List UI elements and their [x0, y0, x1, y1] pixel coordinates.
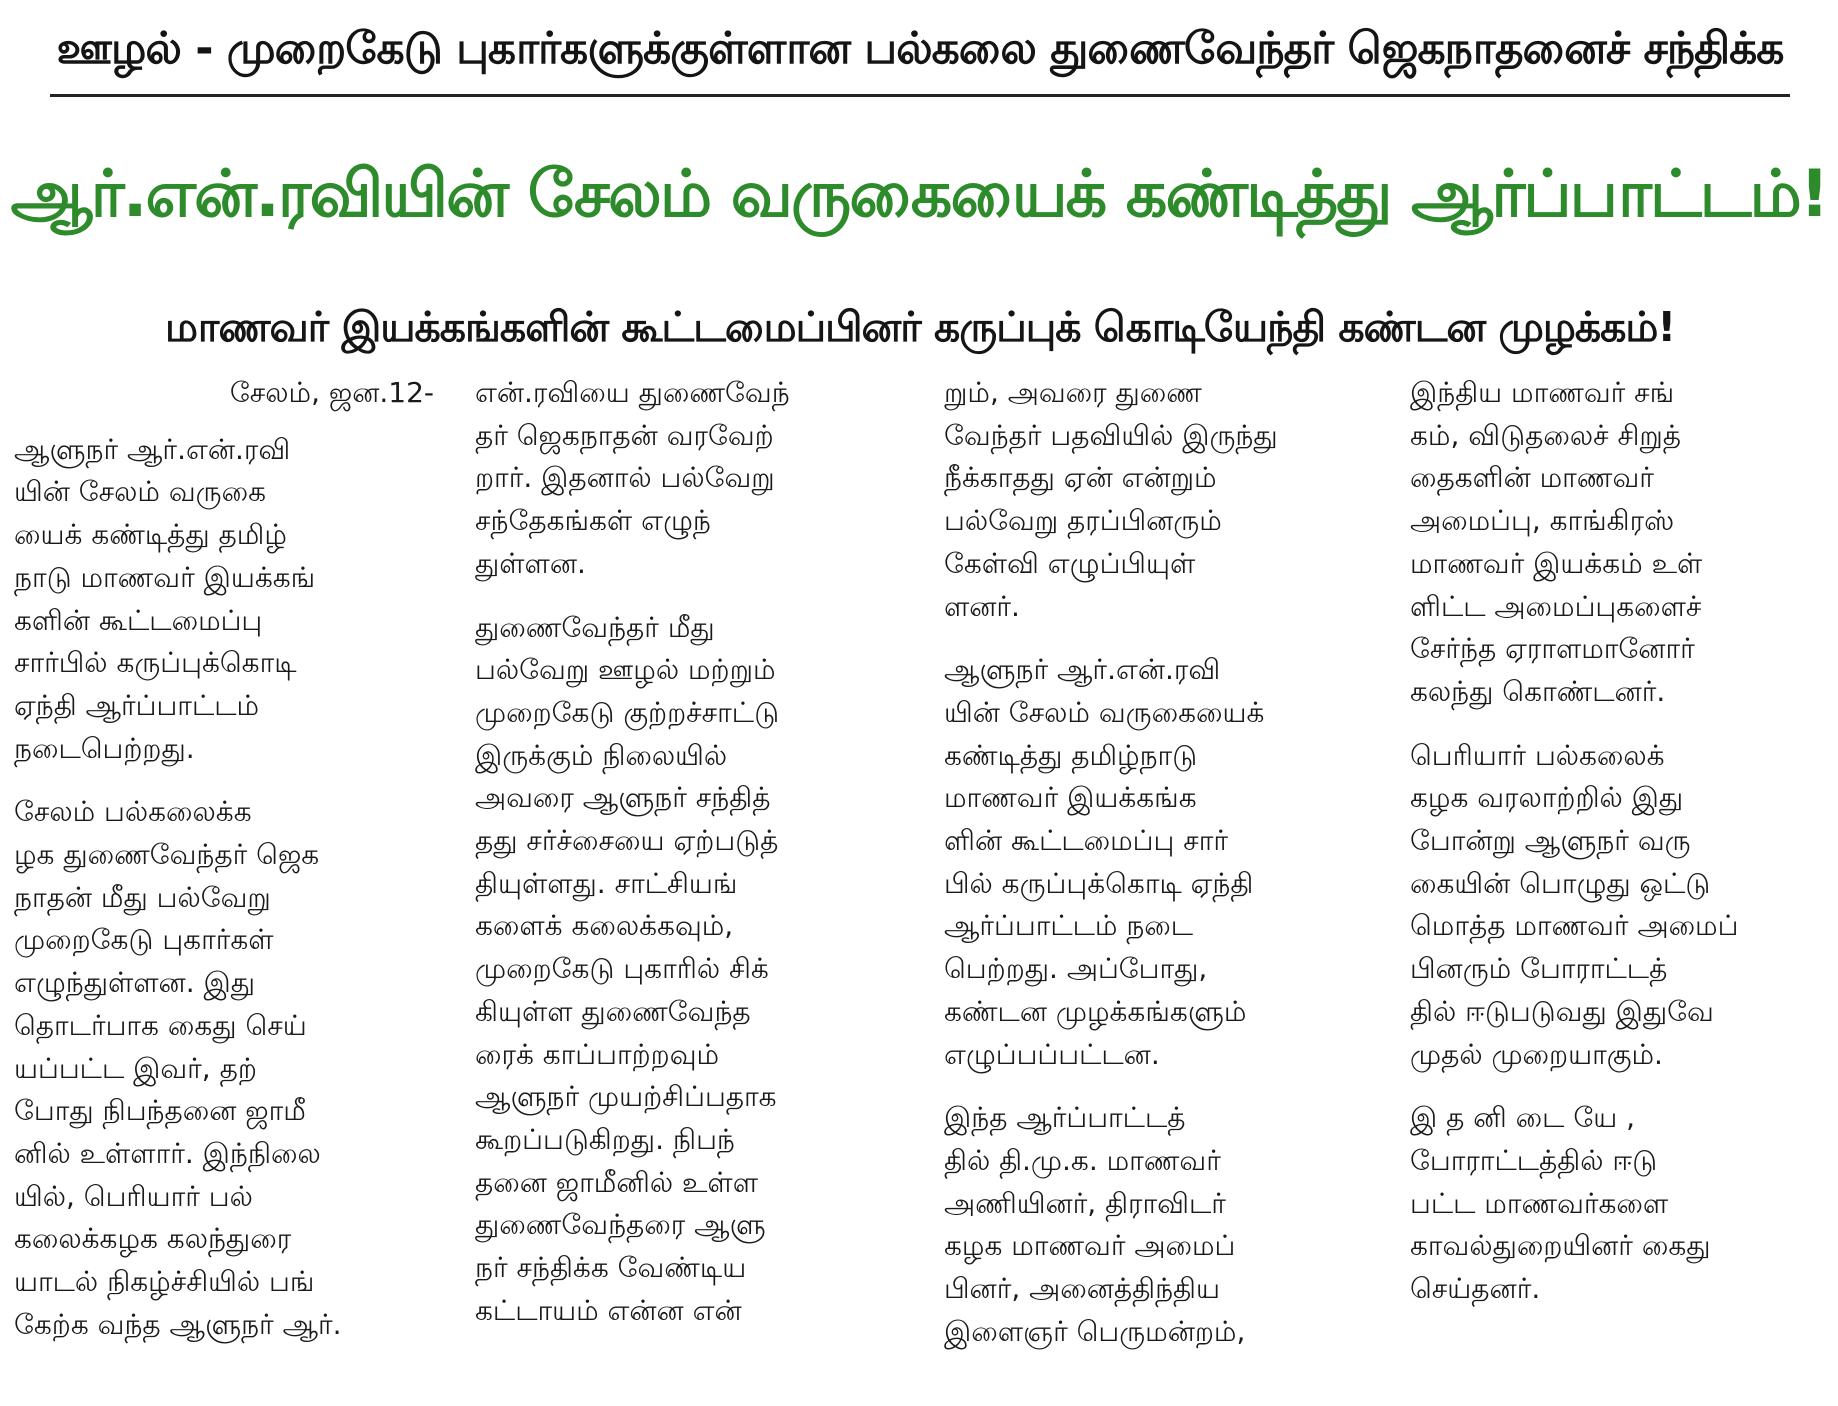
article-line: ளனர். — [944, 589, 1020, 623]
article-paragraph — [1410, 735, 1830, 1077]
article-line: ஆளுநர் ஆர்.என்.ரவி — [944, 653, 1221, 687]
article-line: ஆர்ப்பாட்டம் நடை — [944, 909, 1194, 943]
article-line: இ த னி டை யே , — [1410, 1101, 1636, 1135]
article-line: பெரியார் பல்கலைக் — [1410, 738, 1665, 772]
article-line: இந்திய மாணவர் சங் — [1410, 376, 1675, 409]
article-column-3 — [944, 372, 1364, 1400]
article-line: கியுள்ள துணைவேந்த — [475, 994, 751, 1028]
article-line: மாணவர் இயக்கங்க — [944, 781, 1197, 815]
article-line: யாடல் நிகழ்ச்சியில் பங் — [14, 1265, 315, 1299]
article-line: நர் சந்திக்க வேண்டிய — [475, 1251, 747, 1285]
article-paragraph — [475, 372, 895, 586]
article-body — [10, 372, 1836, 1400]
article-line: தில் தி.மு.க. மாணவர் — [944, 1143, 1221, 1177]
article-line: சேர்ந்த ஏராளமானோர் — [1410, 632, 1695, 666]
article-line: முறைகேடு புகார்கள் — [14, 923, 274, 957]
article-paragraph — [944, 1097, 1364, 1353]
article-line: எழுந்துள்ளன. இது — [14, 966, 256, 1000]
article-paragraph — [1410, 372, 1830, 714]
article-line: கண்டித்து தமிழ்நாடு — [944, 738, 1198, 772]
article-line: சார்பில் கருப்புக்கொடி — [14, 646, 297, 680]
article-line: இளைஞர் பெருமன்றம், — [944, 1314, 1246, 1348]
article-line: களைக் கலைக்கவும், — [475, 909, 734, 943]
article-column-2 — [475, 372, 895, 1400]
article-line: பினரும் போராட்டத் — [1410, 952, 1668, 986]
article-column-1 — [14, 372, 434, 1400]
article-paragraph — [944, 372, 1364, 628]
article-line: கையின் பொழுது ஒட்டு — [1410, 866, 1711, 900]
article-line: தில் ஈடுபடுவது இதுவே — [1410, 994, 1714, 1028]
article-line: நடைபெற்றது. — [14, 731, 195, 765]
article-line: மொத்த மாணவர் அமைப் — [1410, 909, 1739, 943]
article-line: கூறப்படுகிறது. நிபந் — [475, 1122, 735, 1156]
article-line: துணைவேந்தரை ஆளு — [475, 1208, 766, 1242]
article-line: மாணவர் இயக்கம் உள் — [1410, 546, 1703, 580]
article-line: ளிட்ட அமைப்புகளைச் — [1410, 589, 1702, 623]
article-line: ளின் கூட்டமைப்பு சார் — [944, 824, 1229, 858]
article-line: அவரை ஆளுநர் சந்தித் — [475, 781, 771, 815]
dateline: சேலம், ஜன.12- — [229, 376, 434, 409]
article-line: கட்டாயம் என்ன என் — [475, 1293, 742, 1327]
article-line: முதல் முறையாகும். — [1410, 1037, 1663, 1071]
article-line: றார். இதனால் பல்வேறு — [475, 461, 775, 495]
article-line: சந்தேகங்கள் எழுந் — [475, 504, 711, 538]
article-line: தர் ஜெகநாதன் வரவேற் — [475, 418, 774, 452]
article-line: இருக்கும் நிலையில் — [475, 738, 728, 772]
main-headline: ஆர்.என்.ரவியின் சேலம் வருகையைக் கண்டித்து ஆர்ப்பாட்டம்! — [10, 157, 1828, 232]
article-paragraph — [14, 429, 434, 771]
article-column-4 — [1410, 372, 1830, 1400]
article-paragraph — [1410, 1097, 1830, 1311]
article-line: நீக்காதது ஏன் என்றும் — [944, 461, 1217, 495]
article-line: கேற்க வந்த ஆளுநர் ஆர். — [14, 1307, 342, 1341]
article-line: யைக் கண்டித்து தமிழ் — [14, 518, 287, 552]
article-line: யின் சேலம் வருகையைக் — [944, 695, 1265, 729]
article-line: பல்வேறு தரப்பினரும் — [944, 504, 1222, 538]
article-line: ஆளுநர் ஆர்.என்.ரவி — [14, 432, 291, 466]
article-line: நாடு மாணவர் இயக்கங் — [14, 560, 316, 594]
article-line: காவல்துறையினர் கைது — [1410, 1229, 1711, 1263]
article-line: துள்ளன. — [475, 546, 586, 580]
article-line: தைகளின் மாணவர் — [1410, 461, 1654, 495]
article-line: அணியினர், திராவிடர் — [944, 1186, 1226, 1220]
article-line: ஆளுநர் முயற்சிப்பதாக — [475, 1080, 777, 1114]
article-line: ழக துணைவேந்தர் ஜெக — [14, 838, 320, 872]
article-line: கழக வரலாற்றில் இது — [1410, 781, 1684, 815]
article-line: ஏந்தி ஆர்ப்பாட்டம் — [14, 688, 260, 722]
article-line: கலந்து கொண்டனர். — [1410, 674, 1666, 708]
article-line: செய்தனர். — [1410, 1272, 1541, 1306]
article-line: போது நிபந்தனை ஜாமீ — [14, 1094, 306, 1128]
article-line: யின் சேலம் வருகை — [14, 475, 266, 509]
article-line: இந்த ஆர்ப்பாட்டத் — [944, 1101, 1186, 1135]
article-line: பினர், அனைத்திந்திய — [944, 1272, 1220, 1306]
article-line: கம், விடுதலைச் சிறுத் — [1410, 418, 1682, 452]
article-line: யப்பட்ட இவர், தற் — [14, 1051, 257, 1085]
article-line: பட்ட மாணவர்களை — [1410, 1186, 1669, 1220]
article-line: எழுப்பப்பட்டன. — [944, 1037, 1160, 1071]
article-line: துணைவேந்தர் மீது — [475, 610, 715, 644]
article-line: என்.ரவியை துணைவேந் — [475, 376, 790, 409]
article-paragraph — [475, 607, 895, 1333]
article-line: அமைப்பு, காங்கிரஸ் — [1410, 504, 1675, 538]
article-line: நாதன் மீது பல்வேறு — [14, 880, 271, 914]
article-line: போராட்டத்தில் ஈடு — [1410, 1143, 1658, 1177]
article-line: முறைகேடு புகாரில் சிக் — [475, 952, 769, 986]
article-line: றும், அவரை துணை — [944, 376, 1202, 409]
article-paragraph — [944, 649, 1364, 1076]
article-line: கழக மாணவர் அமைப் — [944, 1229, 1236, 1263]
article-line: ரைக் காப்பாற்றவும் — [475, 1037, 720, 1071]
article-line: யில், பெரியார் பல் — [14, 1179, 253, 1213]
article-line: கலைக்கழக கலந்துரை — [14, 1222, 292, 1256]
article-line: சேலம் பல்கலைக்க — [14, 795, 252, 829]
kicker-headline: ஊழல் - முறைகேடு புகார்களுக்குள்ளான பல்கலை துணைவேந்தர் ஜெகநாதனைச் சந்திக்க — [56, 23, 1784, 74]
article-line: கேள்வி எழுப்பியுள் — [944, 546, 1196, 580]
article-line: தொடர்பாக கைது செய் — [14, 1008, 307, 1042]
article-line: தனை ஜாமீனில் உள்ள — [475, 1165, 758, 1199]
article-line: வேந்தர் பதவியில் இருந்து — [944, 418, 1278, 452]
article-paragraph — [14, 791, 434, 1346]
subheadline: மாணவர் இயக்கங்களின் கூட்டமைப்பினர் கருப்புக் கொடியேந்தி கண்டன முழக்கம்! — [164, 303, 1676, 351]
article-line: பல்வேறு ஊழல் மற்றும் — [475, 653, 776, 687]
article-line: பில் கருப்புக்கொடி ஏந்தி — [944, 866, 1254, 900]
article-line: பெற்றது. அப்போது, — [944, 952, 1208, 986]
kicker-divider — [50, 94, 1790, 97]
article-line: களின் கூட்டமைப்பு — [14, 603, 263, 637]
article-line: போன்று ஆளுநர் வரு — [1410, 824, 1691, 858]
article-line: கண்டன முழக்கங்களும் — [944, 994, 1247, 1028]
article-line: முறைகேடு குற்றச்சாட்டு — [475, 695, 780, 729]
article-line: னில் உள்ளார். இந்நிலை — [14, 1136, 321, 1170]
article-line: தது சர்ச்சையை ஏற்படுத் — [475, 824, 779, 858]
article-line: தியுள்ளது. சாட்சியங் — [475, 866, 738, 900]
